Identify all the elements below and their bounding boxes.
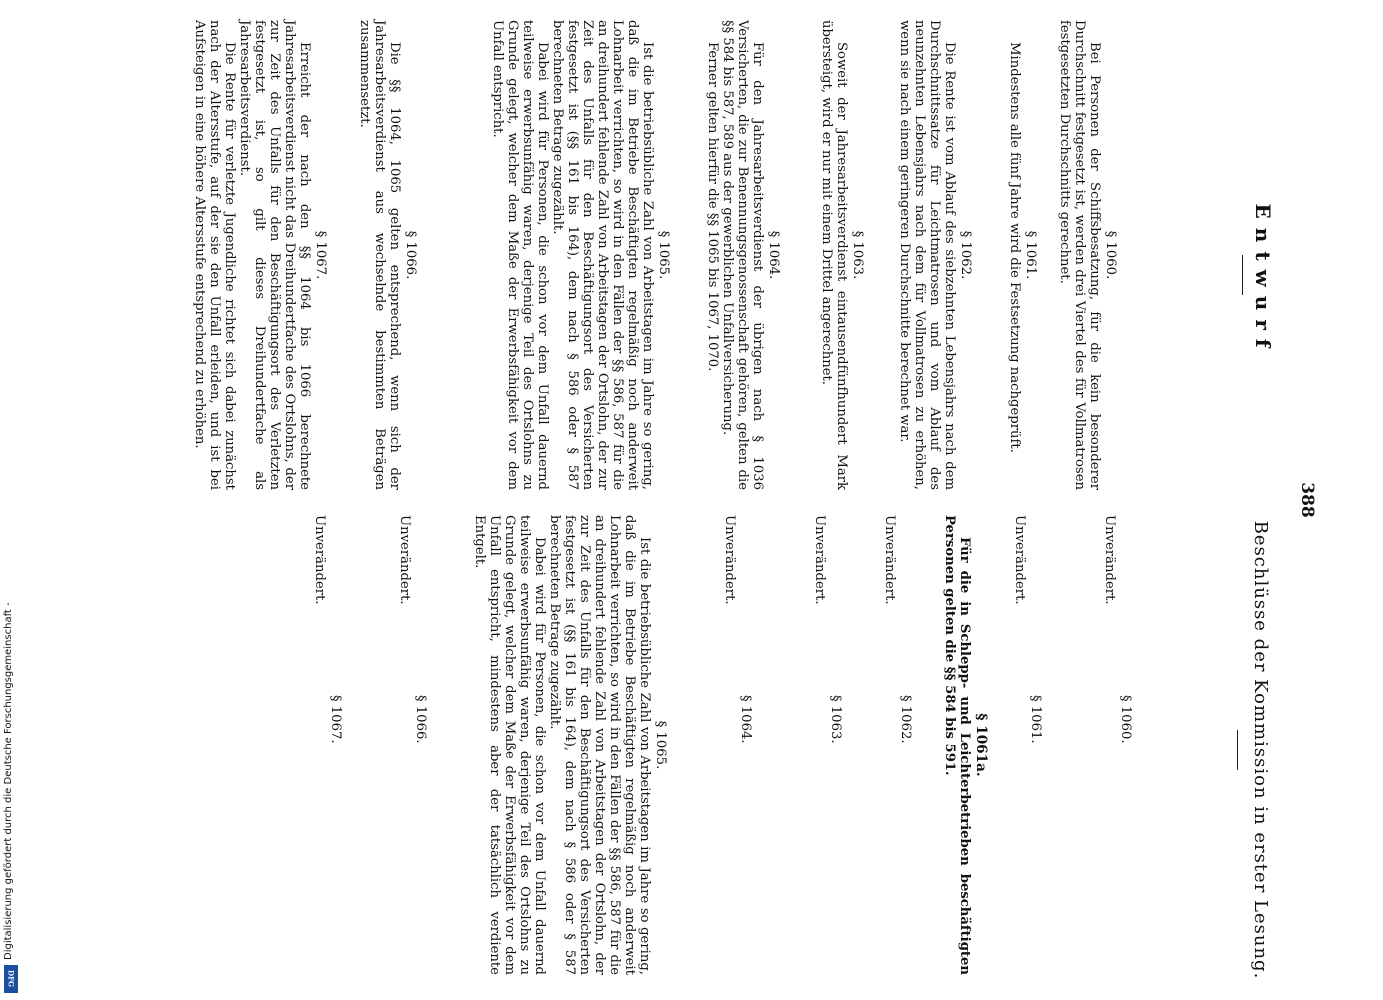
section-heading: § 1066. [413, 695, 428, 744]
left-section-1067 [192, 20, 328, 490]
section-heading: § 1064. [738, 695, 753, 744]
left-section-1060 [1057, 20, 1118, 490]
left-section-1061 [1007, 20, 1038, 490]
section-text: Ist die betriebsübliche Zahl von Arbeitstagen im Jahre so gering, daß die im Betriebe Beschäftigten regelmäßig noch anderweit Lohnarbeit verrichten, so wird in den Fällen der §§ 586, 587 für die an dreihundert fehlende Zahl von Arbeitstagen der Ortslohn, der zur Zeit des Unfalls für den Beschäftigungsort des Versicherten festgesetzt ist (§§ 161 bis 164), dem nach § 586 oder § 587 berechneten Betrage zugezählt. [550, 20, 655, 490]
right-section-1061 [1012, 515, 1043, 975]
right-section-1063 [812, 515, 843, 975]
unchanged-note: Unverändert. [722, 515, 737, 605]
section-heading: § 1065. [653, 720, 668, 770]
section-text: Mindestens alle fünf Jahre wird die Festsetzung nachgeprüft. [1007, 42, 1022, 453]
section-heading: § 1060. [1118, 695, 1133, 744]
right-title-rule [1237, 730, 1238, 770]
right-section-1065 [472, 515, 668, 975]
section-heading: § 1061. [1023, 230, 1038, 280]
right-section-1060 [1102, 515, 1133, 975]
unchanged-note: Unverändert. [812, 515, 827, 605]
left-column-title: Entwurf [1251, 203, 1275, 357]
left-section-1063 [819, 20, 865, 490]
right-section-1062 [882, 515, 913, 975]
section-heading: § 1060. [1103, 230, 1118, 280]
section-text: Die Rente für verletzte Jugendliche richtet sich dabei zunächst nach der Altersstufe, auf der sie den Unfall erleiden, und ist bei Aufsteigen in eine höhere Altersstufe entsprechend zu erhöhen. [192, 20, 237, 490]
digitization-credit: Digitalisierung gefördert durch die Deutsche Forschungsgemeinschaft - [3, 602, 14, 960]
section-heading: § 1066. [403, 230, 418, 280]
section-text: Ferner gelten hierfür die §§ 1065 bis 1067, 1070. [705, 42, 720, 372]
section-heading: § 1062. [898, 695, 913, 744]
left-section-1065 [490, 20, 671, 490]
section-text: Für die in Schlepp- und Leichterbetrieben beschäftigten Personen gelten die §§ 584 bis 591. [942, 515, 972, 975]
section-text: Bei Personen der Schiffsbesatzung, für die kein besonderer Durchschnitt festgesetzt ist, werden drei Viertel des für Vollmatrosen festgesetzten Durchschnitts gerechnet. [1057, 20, 1102, 490]
unchanged-note: Unverändert. [397, 515, 412, 605]
section-text: Dabei wird für Personen, die schon vor dem Unfall dauernd teilweise erwerbsunfähig waren, derjenige Teil des Ortslohns zu Grunde gelegt, welcher dem Maße der Erwerbsfähigkeit vor dem Unfall entspricht. [490, 20, 550, 490]
left-title-rule [1242, 255, 1243, 295]
section-text: Erreicht der nach den §§ 1064 bis 1066 berechnete Jahresarbeitsverdienst nicht das Dreihundertfache des Ortslohns, der zur Zeit des Unfalls für den Beschäftigungsort des Verletzten festgesetzt ist, so gilt dieses Dreihundertfache als Jahresarbeitsverdienst. [237, 20, 312, 490]
section-heading: § 1063. [850, 230, 865, 280]
right-section-1066 [397, 515, 428, 975]
section-text: Dabei wird für Personen, die schon vor dem Unfall dauernd teilweise erwerbsunfähig waren, derjenige Teil des Ortslohns zu Grunde gelegt, welcher dem Maße der Erwerbsfähigkeit vor dem Unfall entspricht, mindestens aber der tatsächlich verdiente Entgelt. [472, 515, 547, 975]
page-number: 388 [1297, 482, 1317, 518]
unchanged-note: Unverändert. [1102, 515, 1117, 605]
section-text: Die §§ 1064, 1065 gelten entsprechend, wenn sich der Jahresarbeitsverdienst aus wechselnde bestimmten Beträgen zusammensetzt. [357, 20, 402, 490]
left-section-1062 [897, 20, 973, 490]
right-column-title: Beschlüsse der Kommission in erster Lesung. [1250, 520, 1271, 980]
section-text: Ist die betriebsübliche Zahl von Arbeitstagen im Jahre so gering, daß die im Betriebe Beschäftigten regelmäßig noch anderweit Lohnarbeit verrichten, so wird in den Fällen der §§ 586, 587 für die an dreihundert fehlende Zahl von Arbeitstagen der Ortslohn, der zur Zeit des Unfalls für den Beschäftigungsort des Versicherten festgesetzt ist (§§ 161 bis 164), dem nach § 586 oder § 587 berechneten Betrage zugezählt. [547, 515, 652, 975]
unchanged-note: Unverändert. [312, 515, 327, 605]
section-heading: § 1064. [766, 230, 781, 280]
section-text: Soweit der Jahresarbeitsverdienst eintausendfünfhundert Mark übersteigt, wird er nur mit einem Drittel angerechnet. [819, 20, 849, 490]
unchanged-note: Unverändert. [1012, 515, 1027, 605]
left-section-1064 [705, 20, 781, 490]
dfg-logo: DFG [4, 965, 18, 993]
unchanged-note: Unverändert. [882, 515, 897, 605]
section-text: Für den Jahresarbeitsverdienst der übrigen nach § 1036 Versicherten, die zur Benennungsgenossenschaft gehören, gelten die §§ 584 bis 587, 589 aus der gewerblichen Unfallversicherung. [720, 20, 765, 490]
section-heading: § 1061a. [973, 713, 989, 777]
section-heading: § 1067. [328, 695, 343, 744]
right-section-1067 [312, 515, 343, 975]
section-heading: § 1067. [313, 230, 328, 280]
section-heading: § 1063. [828, 695, 843, 744]
section-heading: § 1062. [958, 230, 973, 280]
right-section-1061a [942, 515, 988, 975]
section-heading: § 1065. [656, 230, 671, 280]
section-heading: § 1061. [1028, 695, 1043, 744]
left-section-1066 [357, 20, 418, 490]
right-section-1064 [722, 515, 753, 975]
section-text: Die Rente ist vom Ablauf des siebzehnten Lebensjahrs nach dem Durchschnittssatze für Leichtmatrosen und vom Ablauf des neunzehnten Lebensjahrs nach dem für Vollmatrosen zu erhöhen, wenn sie nach einem geringeren Durchschnitte berechnet war. [897, 20, 957, 490]
